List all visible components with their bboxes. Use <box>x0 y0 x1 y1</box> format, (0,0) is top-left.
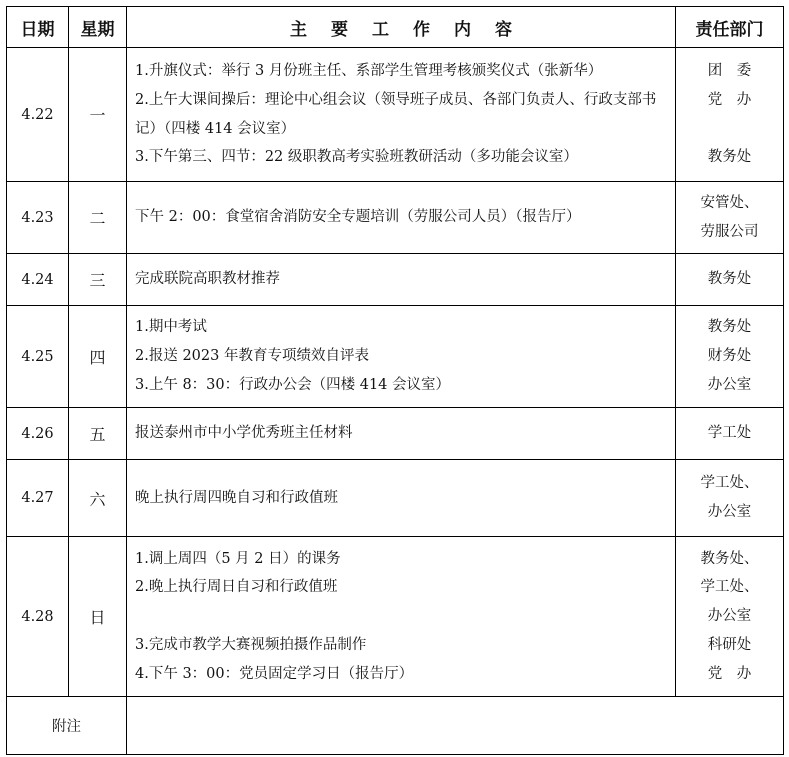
date-cell: 4.27 <box>7 460 69 537</box>
table-row <box>7 408 784 460</box>
dept-line: 教务处 <box>707 271 752 288</box>
content-line: 2.报送 2023 年教育专项绩效自评表 <box>135 348 369 365</box>
dept-line: 财务处 <box>707 348 752 365</box>
dept-line: 学工处、 <box>700 475 759 492</box>
date-cell: 4.23 <box>7 182 69 254</box>
table-row <box>7 460 784 537</box>
content-line: 1.调上周四（5 月 2 日）的课务 <box>135 550 341 567</box>
content-cell <box>127 254 676 306</box>
weekday-cell: 三 <box>69 254 127 306</box>
dept-line: 党 办 <box>707 665 752 682</box>
dept-cell <box>676 48 784 182</box>
content-cell <box>127 182 676 254</box>
dept-line: 党 办 <box>707 91 752 108</box>
date-cell: 4.25 <box>7 306 69 408</box>
content-line: 报送泰州市中小学优秀班主任材料 <box>135 425 353 442</box>
content-line: 1.升旗仪式：举行 3 月份班主任、系部学生管理考核颁奖仪式（张新华） <box>135 62 603 79</box>
weekday-cell: 日 <box>69 537 127 697</box>
date-cell: 4.26 <box>7 408 69 460</box>
header-row <box>7 7 784 48</box>
dept-line: 学工处 <box>707 425 752 442</box>
dept-line: 办公室 <box>707 376 752 393</box>
content-line: 4.下午 3：00：党员固定学习日（报告厅） <box>135 665 414 682</box>
content-line: 完成联院高职教材推荐 <box>135 271 280 288</box>
weekday-cell: 五 <box>69 408 127 460</box>
content-line: 晚上执行周四晚自习和行政值班 <box>135 489 338 506</box>
content-cell <box>127 460 676 537</box>
table-row <box>7 306 784 408</box>
content-line: 1.期中考试 <box>135 319 207 336</box>
weekday-cell: 四 <box>69 306 127 408</box>
dept-cell <box>676 408 784 460</box>
dept-line: 团 委 <box>707 62 752 79</box>
content-cell <box>127 48 676 182</box>
notes-label: 附注 <box>7 697 127 755</box>
table-row <box>7 182 784 254</box>
content-line: 2.上午大课间操后：理论中心组会议（领导班子成员、各部门负责人、行政支部书记）（四楼 414 会议室） <box>135 91 657 137</box>
table-row <box>7 254 784 306</box>
notes-value <box>127 697 784 755</box>
table-row <box>7 537 784 697</box>
content-line: 3.下午第三、四节：22 级职教高考实验班教研活动（多功能会议室） <box>135 149 578 166</box>
table-row <box>7 48 784 182</box>
header-date: 日期 <box>7 7 69 48</box>
dept-line: 教务处、 <box>700 550 759 567</box>
weekday-cell: 六 <box>69 460 127 537</box>
content-cell <box>127 306 676 408</box>
dept-line: 办公室 <box>707 608 752 625</box>
dept-line: 教务处 <box>707 319 752 336</box>
content-cell <box>127 408 676 460</box>
header-dept: 责任部门 <box>676 7 784 48</box>
content-line: 3.完成市教学大赛视频拍摄作品制作 <box>135 636 367 653</box>
notes-row <box>7 697 784 755</box>
content-line: 2.晚上执行周日自习和行政值班 <box>135 579 338 596</box>
content-cell <box>127 537 676 697</box>
weekday-cell: 一 <box>69 48 127 182</box>
content-line: 3.上午 8：30：行政办公会（四楼 414 会议室） <box>135 376 451 393</box>
dept-line: 科研处 <box>707 636 752 653</box>
content-line: 下午 2：00：食堂宿舍消防安全专题培训（劳服公司人员）（报告厅） <box>135 209 581 226</box>
header-content: 主要工作内容 <box>127 7 676 48</box>
dept-line: 劳服公司 <box>700 223 759 240</box>
date-cell: 4.28 <box>7 537 69 697</box>
dept-cell <box>676 306 784 408</box>
dept-cell <box>676 254 784 306</box>
weekly-schedule-table <box>6 6 784 755</box>
dept-cell <box>676 460 784 537</box>
date-cell: 4.24 <box>7 254 69 306</box>
weekday-cell: 二 <box>69 182 127 254</box>
dept-line: 安管处、 <box>700 194 759 211</box>
dept-line: 教务处 <box>707 149 752 166</box>
dept-line: 办公室 <box>707 504 752 520</box>
dept-cell <box>676 182 784 254</box>
dept-cell <box>676 537 784 697</box>
dept-line: 学工处、 <box>700 579 759 596</box>
header-weekday: 星期 <box>69 7 127 48</box>
date-cell: 4.22 <box>7 48 69 182</box>
